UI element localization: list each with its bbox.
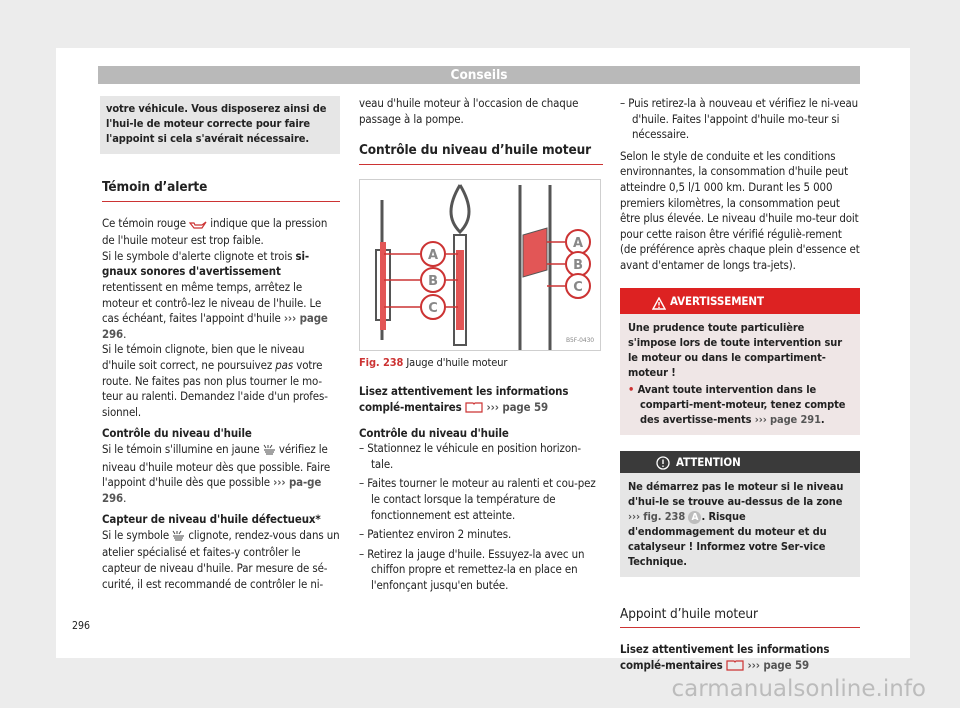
paragraph-niveau-correct: Si le témoin clignote, bien que le niveau d'huile soit correct, ne poursuivez pas votre route. Ne faites pas non plus tourner le mo-teur au ralenti. Demandez l'aide d'un profes-sionnel. xyxy=(102,342,328,419)
subheading-steps: Contrôle du niveau d'huile xyxy=(359,425,509,440)
oil-level-icon xyxy=(263,444,276,460)
paragraph-clignote: Si le symbole d'alerte clignote et trois si-gnaux sonores d'avertissement retentissent en même temps, arrêtez le moteur et contrô-lez le niveau de l'huile. Le cas échéant, faites l'appoint d'huile ››› page 296. xyxy=(102,248,328,341)
link-page-59[interactable]: ››› page 59 xyxy=(486,399,549,414)
book-icon xyxy=(726,659,744,676)
link-page-59-b[interactable]: ››› page 59 xyxy=(747,657,810,672)
link-page-291[interactable]: ››› page 291 xyxy=(754,412,821,426)
paragraph-jaune: Si le témoin s'illumine en jaune vérifiez le niveau d'huile moteur dès que possible. Faire l'appoint d'huile dès que possible ››› pa-ge 296. xyxy=(102,441,331,505)
step-item: – Stationnez le véhicule en position horizon-tale. xyxy=(359,441,581,471)
paragraph-capteur: Si le symbole clignote, rendez-vous dans un atelier spécialisé et faites-y contrôler le capteur de niveau d'huile. Par mesure de sé-curité, il est recommandé de contrôler le ni- xyxy=(102,527,340,591)
label-left-a: A xyxy=(428,247,438,263)
figure-caption: Fig. 238 Jauge d'huile moteur xyxy=(359,355,508,369)
heading-temoin: Témoin d’alerte xyxy=(102,180,340,202)
step-item: – Retirez la jauge d'huile. Essuyez-la avec un chiffon propre et remettez-la en place en l'enfonçant jusqu'en butée. xyxy=(359,546,585,592)
read-more-note: Lisez attentivement les informations complé-mentaires ››› page 59 xyxy=(359,384,603,417)
label-left-c: C xyxy=(428,300,438,316)
info-icon xyxy=(656,455,670,477)
warning-triangle-icon xyxy=(652,293,666,319)
label-right-b: B xyxy=(573,257,583,273)
warning-body: Une prudence toute particulière s'impose lors de toute intervention sur le moteur ou dans le compartiment-moteur ! • Avant toute intervention dans le comparti-ment-moteur, tenez compte des avertisse-ments ››› page 291. xyxy=(628,320,846,426)
attention-box xyxy=(620,451,860,577)
watermark: carmanualsonline.info xyxy=(671,676,926,702)
column-2 xyxy=(359,96,603,594)
warning-box xyxy=(620,288,860,435)
heading-appoint: Appoint d’huile moteur xyxy=(620,607,860,629)
warning-header: AVERTISSEMENT xyxy=(620,288,860,314)
read-more-note-2: Lisez attentivement les informations complé-mentaires ››› page 59 xyxy=(620,642,860,675)
intro-note: votre véhicule. Vous disposerez ainsi de l'hui-le de moteur correcte pour faire l'appoint si cela s'avérait nécessaire. xyxy=(100,96,340,154)
step-item: – Patientez environ 2 minutes. xyxy=(359,527,512,542)
step-item: – Puis retirez-la à nouveau et vérifiez le ni-veau d'huile. Faites l'appoint d'huile mo-teur si nécessaire. xyxy=(620,96,859,142)
step-item: – Faites tourner le moteur au ralenti et cou-pez le contact lorsque la température de fonctionnement est atteinte. xyxy=(359,476,596,522)
subheading-controle: Contrôle du niveau d'huile xyxy=(102,426,252,441)
figure-dipstick xyxy=(359,179,601,351)
dipstick-illustration xyxy=(360,180,600,350)
attention-header: ATTENTION xyxy=(620,451,860,473)
column-1 xyxy=(102,96,340,592)
page-number: 296 xyxy=(72,620,91,632)
link-fig-238[interactable]: ››› fig. 238 xyxy=(628,509,686,523)
label-right-c: C xyxy=(573,279,583,295)
subheading-capteur: Capteur de niveau d'huile défectueux* xyxy=(102,512,321,527)
column-3 xyxy=(620,96,860,675)
label-right-a: A xyxy=(573,235,583,251)
book-icon xyxy=(465,401,483,418)
paragraph-temoin-rouge: Ce témoin rouge indique que la pression de l'huile moteur est trop faible. xyxy=(102,215,328,248)
section-header: Conseils xyxy=(98,66,860,84)
oil-can-icon-red xyxy=(189,218,207,234)
paragraph-continued: veau d'huile moteur à l'occasion de chaque passage à la pompe. xyxy=(359,96,579,126)
link-page-296-b[interactable]: ››› pa-ge 296 xyxy=(102,475,322,505)
paragraph-consommation: Selon le style de conduite et les conditions environnantes, la consommation d'huile peut atteindre 0,5 l/1 000 km. Durant les 5 000 premiers kilomètres, la consommation peut être plus élevée. Le niveau d'huile mo-teur doit pour cette raison être vérifié réguliè-rement (de préférence après chaque plein d'essence et avant d'entamer de longs tra-jets). xyxy=(620,148,860,272)
figure-code: B5F-0430 xyxy=(566,336,595,344)
badge-a: A xyxy=(688,511,701,524)
heading-controle-niveau: Contrôle du niveau d’huile moteur xyxy=(359,143,603,165)
label-left-b: B xyxy=(428,273,438,289)
link-page-296[interactable]: ››› page 296 xyxy=(102,311,328,341)
attention-body: Ne démarrez pas le moteur si le niveau d'hui-le se trouve au-dessus de la zone ››› fig. 238 A . Risque d'endommagement du moteur et du catalyseur ! Informez votre Ser-vice Technique. xyxy=(628,479,844,568)
oil-sensor-icon xyxy=(172,530,185,546)
